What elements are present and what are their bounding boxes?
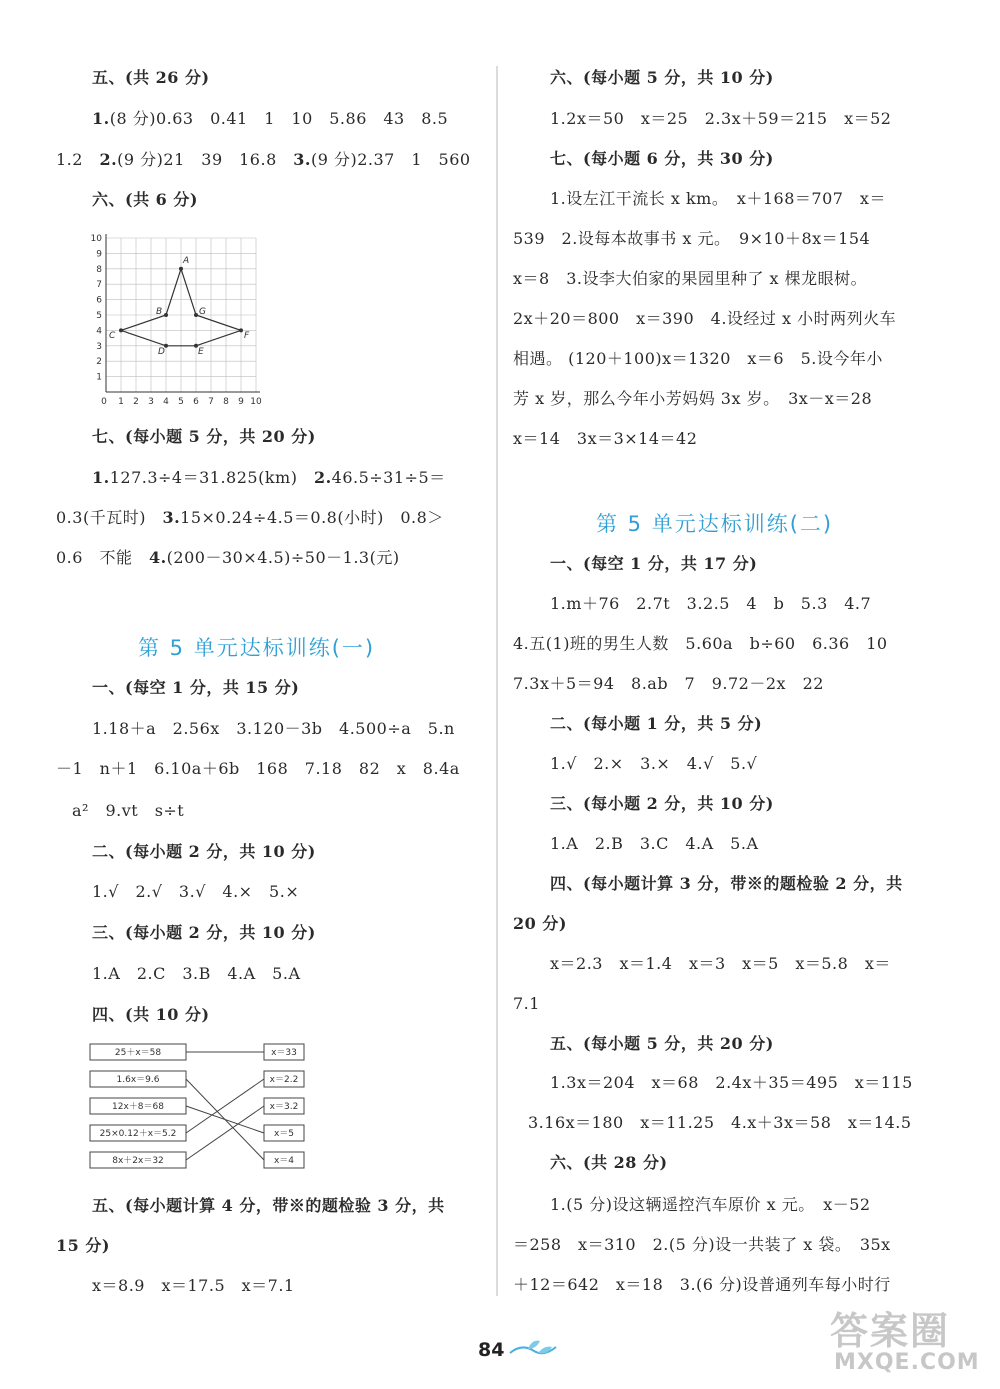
watermark-logo-text: 答案圈 — [830, 1309, 951, 1353]
answer-line: 1.√ 2.√ 3.√ 4.× 5.× — [92, 882, 300, 901]
answer-line: a² 9.vt s÷t — [72, 801, 185, 820]
match-left-item: 12x＋8＝68 — [112, 1102, 164, 1112]
x-tick: 9 — [238, 397, 244, 407]
watermark-url: MXQE.COM — [834, 1350, 980, 1375]
answer-line: 1.A 2.C 3.B 4.A 5.A — [92, 964, 301, 983]
answer-line: ＋12＝642 x＝18 3.(6 分)设普通列车每小时行 — [513, 1275, 891, 1294]
answer-line: x＝2.3 x＝1.4 x＝3 x＝5 x＝5.8 x＝ — [550, 954, 891, 973]
y-tick: 7 — [96, 280, 102, 291]
y-tick: 10 — [90, 234, 102, 244]
match-right-item: x＝4 — [273, 1156, 295, 1166]
point-label-c: C — [109, 331, 116, 341]
x-tick: 4 — [163, 397, 169, 407]
point-label-e: E — [198, 347, 204, 357]
y-tick: 6 — [96, 295, 102, 306]
answer-line: 1.18＋a 2.56x 3.120－3b 4.500÷a 5.n — [92, 719, 455, 738]
section-heading: 一、(每空 1 分，共 15 分) — [92, 678, 300, 697]
x-tick: 5 — [178, 397, 184, 407]
match-right-item: x＝5 — [273, 1129, 295, 1139]
section-heading: 一、(每空 1 分，共 17 分) — [550, 554, 758, 573]
answer-line: 1.A 2.B 3.C 4.A 5.A — [550, 834, 759, 853]
section-heading: 二、(每小题 1 分，共 5 分) — [550, 714, 763, 733]
y-tick: 9 — [96, 249, 102, 260]
match-left-item: 25×0.12＋x＝5.2 — [99, 1129, 177, 1139]
x-tick: 2 — [133, 397, 139, 407]
answer-line: 1.2 2.(9 分)21 39 16.8 3.(9 分)2.37 1 560 — [56, 150, 471, 169]
match-right-item: x＝2.2 — [269, 1075, 299, 1085]
x-tick: 7 — [208, 397, 214, 407]
section-heading: 四、(每小题计算 3 分，带※的题检验 2 分，共 — [550, 874, 903, 893]
answer-line: 4.五(1)班的男生人数 5.60a b÷60 6.36 10 — [513, 634, 888, 653]
unit-title: 第 5 单元达标训练(二) — [596, 512, 834, 536]
section-heading: 七、(每小题 6 分，共 30 分) — [550, 149, 774, 168]
coordinate-grid-figure — [88, 228, 278, 410]
x-tick: 8 — [223, 397, 229, 407]
match-right-item: x＝33 — [271, 1048, 297, 1058]
y-tick: 5 — [96, 311, 102, 321]
answer-line: x＝8 3.设李大伯家的果园里种了 x 棵龙眼树。 — [513, 269, 868, 288]
section-heading: 五、(共 26 分) — [92, 68, 210, 87]
match-left-item: 25＋x＝58 — [114, 1048, 162, 1058]
answer-line: 7.3x＋5＝94 8.ab 7 9.72－2x 22 — [513, 674, 824, 693]
section-heading: 15 分) — [56, 1236, 110, 1255]
answer-line: ＝258 x＝310 2.(5 分)设一共装了 x 袋。 35x — [513, 1235, 891, 1254]
section-heading: 六、(共 28 分) — [550, 1153, 668, 1172]
section-heading: 七、(每小题 5 分，共 20 分) — [92, 427, 316, 446]
section-heading: 六、(共 6 分) — [92, 190, 198, 209]
x-tick: 6 — [193, 397, 199, 407]
answer-line: 0.6 不能 4.(200－30×4.5)÷50－1.3(元) — [56, 548, 400, 567]
answer-line: 芳 x 岁，那么今年小芳妈妈 3x 岁。 3x－x＝28 — [513, 389, 873, 408]
answer-line: 0.3(千瓦时) 3.15×0.24÷4.5＝0.8(小时) 0.8＞ — [56, 508, 444, 527]
answer-line: 1.2x＝50 x＝25 2.3x＋59＝215 x＝52 — [550, 109, 892, 128]
answer-line: x＝8.9 x＝17.5 x＝7.1 — [92, 1276, 295, 1295]
answer-line: 7.1 — [513, 994, 540, 1013]
leaf-ornament-icon — [508, 1335, 558, 1363]
answer-line: 1.(8 分)0.63 0.41 1 10 5.86 43 8.5 — [92, 109, 449, 128]
answer-line: 539 2.设每本故事书 x 元。 9×10＋8x＝154 — [513, 229, 871, 248]
section-heading: 20 分) — [513, 914, 567, 933]
answer-line: 1.m＋76 2.7t 3.2.5 4 b 5.3 4.7 — [550, 594, 872, 613]
section-heading: 五、(每小题计算 4 分，带※的题检验 3 分，共 — [92, 1196, 445, 1215]
point-label-f: F — [244, 331, 250, 341]
point-label-a: A — [183, 256, 190, 266]
answer-line: 1.设左江干流长 x km。 x＋168＝707 x＝ — [550, 189, 886, 208]
section-heading: 四、(共 10 分) — [92, 1005, 210, 1024]
watermark — [830, 1300, 995, 1385]
column-divider — [496, 66, 498, 1296]
matching-figure — [88, 1040, 313, 1180]
page-number: 84 — [478, 1339, 505, 1361]
answer-line: 相遇。 (120＋100)x＝1320 x＝6 5.设今年小 — [513, 349, 883, 368]
y-tick: 3 — [96, 341, 102, 352]
section-heading: 三、(每小题 2 分，共 10 分) — [92, 923, 316, 942]
answer-line: 1.(5 分)设这辆遥控汽车原价 x 元。 x－52 — [550, 1195, 871, 1214]
y-tick: 4 — [96, 326, 102, 337]
answer-line: －1 n＋1 6.10a＋6b 168 7.18 82 x 8.4a — [56, 759, 460, 778]
x-tick: 1 — [118, 397, 124, 407]
y-tick: 2 — [96, 357, 102, 368]
answer-line: x＝14 3x＝3×14＝42 — [513, 429, 698, 448]
section-heading: 三、(每小题 2 分，共 10 分) — [550, 794, 774, 813]
x-tick: 10 — [250, 397, 262, 407]
y-tick: 1 — [96, 372, 102, 383]
answer-line: 3.16x＝180 x＝11.25 4.x＋3x＝58 x＝14.5 — [528, 1113, 912, 1132]
x-tick: 3 — [148, 397, 154, 407]
match-left-item: 1.6x＝9.6 — [116, 1075, 160, 1085]
point-label-b: B — [156, 307, 163, 317]
answer-line: 1.√ 2.× 3.× 4.√ 5.√ — [550, 754, 758, 773]
section-heading: 五、(每小题 5 分，共 20 分) — [550, 1034, 774, 1053]
x-tick: 0 — [101, 397, 107, 407]
section-heading: 六、(每小题 5 分，共 10 分) — [550, 68, 774, 87]
answer-line: 1.3x＝204 x＝68 2.4x＋35＝495 x＝115 — [550, 1073, 913, 1092]
match-right-item: x＝3.2 — [269, 1102, 299, 1112]
answer-line: 1.127.3÷4＝31.825(km) 2.46.5÷31÷5＝ — [92, 468, 446, 487]
unit-title: 第 5 单元达标训练(一) — [138, 636, 376, 660]
y-tick: 8 — [96, 264, 102, 275]
section-heading: 二、(每小题 2 分，共 10 分) — [92, 842, 316, 861]
answer-line: 2x＋20＝800 x＝390 4.设经过 x 小时两列火车 — [513, 309, 897, 328]
point-label-g: G — [199, 307, 206, 317]
point-label-d: D — [158, 347, 165, 357]
match-left-item: 8x＋2x＝32 — [112, 1156, 164, 1166]
